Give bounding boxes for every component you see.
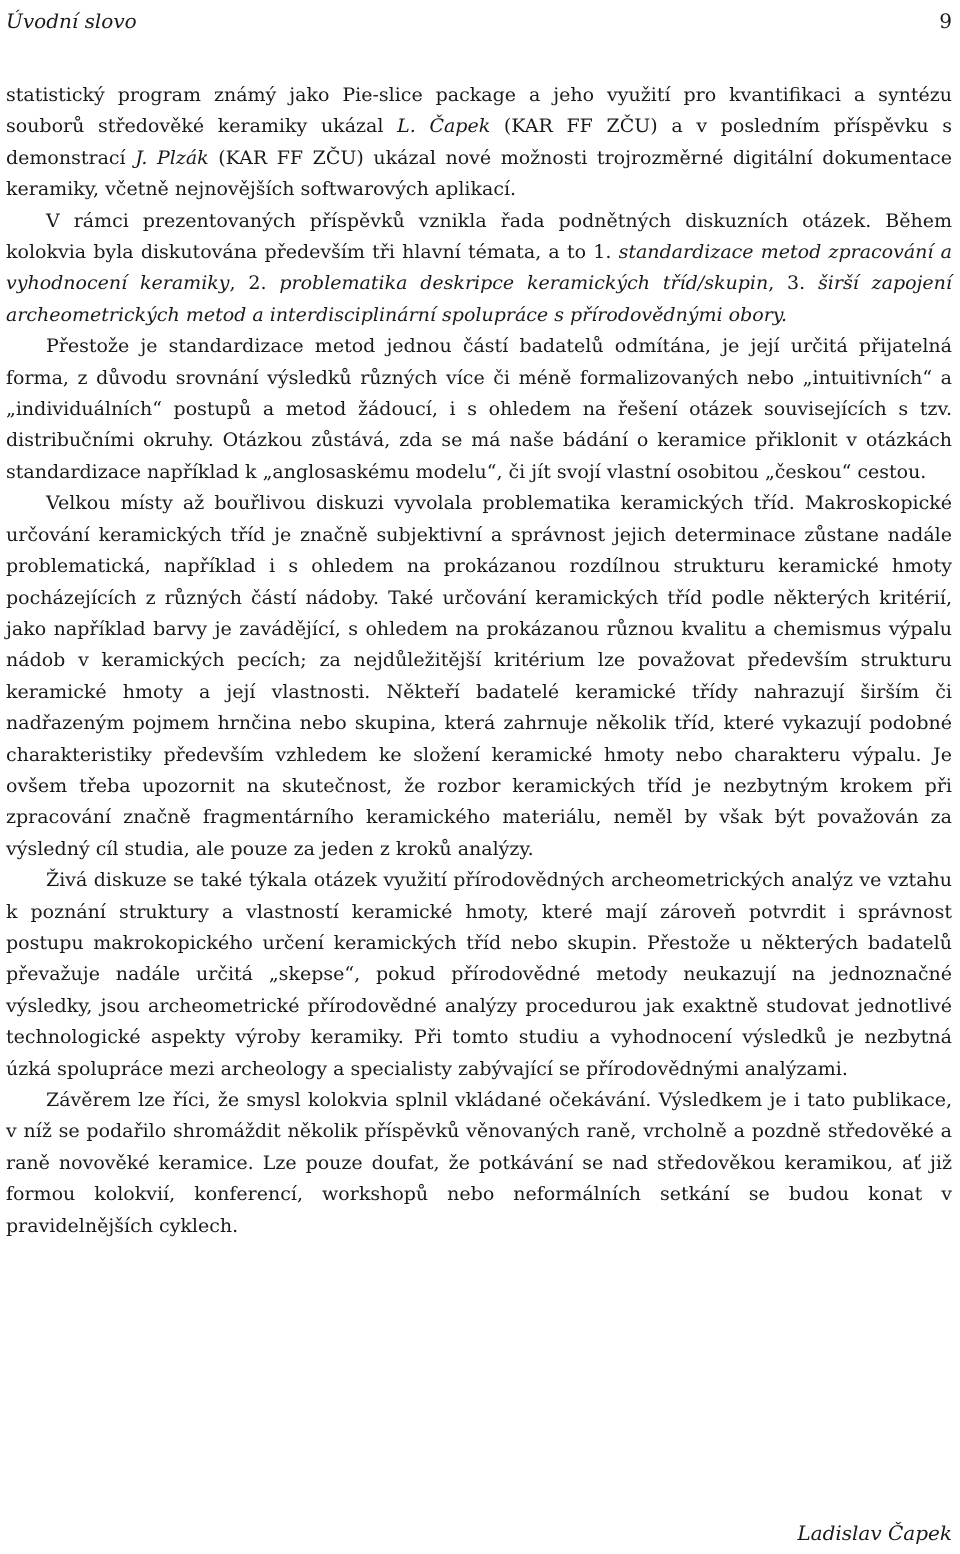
paragraph-1 — [6, 80, 952, 206]
running-head — [6, 6, 952, 36]
paragraph-3 — [6, 331, 952, 488]
text-segment: , 3. — [768, 272, 819, 295]
text-segment: Živá diskuze se také týkala otázek využití přírodovědných archeometrických analýz ve vztahu k poznání struktury a vlastností keramické hmoty, které mají zároveň potvrdit i správnost postupu makrokopického určení keramických tříd nebo skupin. Přestože u některých badatelů převažuje nadále určitá „skepse“, pokud přírodovědné metody neukazují na jednoznačné výsledky, jsou archeometrické přírodovědné analýzy procedurou jak exaktně studovat jednotlivé technologické aspekty výroby keramiky. Při tomto studiu a vyhodnocení výsledků je nezbytná úzká spolupráce mezi archeology a specialisty zabývající se přírodovědnými analýzami. — [6, 869, 952, 1080]
body-text — [6, 80, 952, 1242]
section-title: Úvodní slovo — [6, 9, 137, 33]
paragraph-6 — [6, 1085, 952, 1242]
text-segment: (KAR FF ZČU) a v posledním příspěvku s demonstrací — [6, 115, 952, 169]
topic-1: standardizace metod zpracování a vyhodnocení keramiky — [6, 241, 953, 295]
topic-2: problematika deskripce keramických tříd/skupin — [279, 272, 769, 295]
topic-3: širší zapojení archeometrických metod a interdisciplinární spolupráce s přírodovědnými obory. — [6, 272, 952, 326]
paragraph-4 — [6, 488, 952, 865]
text-segment: Závěrem lze říci, že smysl kolokvia splnil vkládané očekávání. Výsledkem je i tato publikace, v níž se podařilo shromáždit několik příspěvků věnovaných raně, vrcholně a pozdně středověké a raně novověké keramice. Lze pouze doufat, že potkávání se nad středověkou keramikou, ať již formou kolokvií, konferencí, workshopů nebo neformálních setkání se budou konat v pravidelnějších cyklech. — [6, 1089, 952, 1237]
paragraph-2 — [6, 206, 952, 332]
author-name: L. Čapek — [397, 115, 491, 138]
text-segment: , 2. — [229, 272, 280, 295]
text-segment: Přestože je standardizace metod jednou částí badatelů odmítána, je její určitá přijatelná forma, z důvodu srovnání výsledků různých více či méně formalizovaných nebo „intuitivních“ a „individuálních“ postupů a metod žádoucí, i s ohledem na řešení otázek souvisejících s tzv. distribučními okruhy. Otázkou zůstává, zda se má naše bádání o keramice přiklonit v otázkách standardizace například k „anglosaskému modelu“, či jít svojí vlastní osobitou „českou“ cestou. — [6, 335, 952, 483]
text-segment: Velkou místy až bouřlivou diskuzi vyvolala problematika keramických tříd. Makroskopické určování keramických tříd je značně subjektivní a správnost jejich determinace zůstane nadále problematická, například i s ohledem na prokázanou rozdílnou strukturu keramické hmoty pocházejících z různých částí nádoby. Také určování keramických tříd podle některých kritérií, jako například barvy je zavádějící, s ohledem na prokázanou různou kvalitu a chemismus výpalu nádob v keramických pecích; za nejdůležitější kritérium lze považovat především strukturu keramické hmoty a její vlastnosti. Někteří badatelé keramické třídy nahrazují širším či nadřazeným pojmem hrnčina nebo skupina, která zahrnuje několik tříd, které vykazují podobné charakteristiky především vzhledem ke složení keramické hmoty nebo charakteru výpalu. Je ovšem třeba upozornit na skutečnost, že rozbor keramických tříd je nezbytným krokem při zpracování značně fragmentárního keramického materiálu, neměl by však být považován za výsledný cíl studia, ale pouze za jeden z kroků analýzy. — [6, 492, 952, 860]
author-signature: Ladislav Čapek — [797, 1521, 952, 1545]
author-name: J. Plzák — [135, 146, 209, 169]
text-segment: (KAR FF ZČU) ukázal nové možnosti trojrozměrné digitální dokumentace keramiky, včetně nejnovějších softwarových aplikací. — [6, 146, 953, 201]
text-segment: statistický program známý jako Pie-slice package a jeho využití pro kvantifikaci a syntézu souborů středověké keramiky ukázal — [6, 84, 952, 138]
page-number: 9 — [939, 9, 952, 33]
paragraph-5 — [6, 865, 952, 1085]
text-segment: V rámci prezentovaných příspěvků vznikla řada podnětných diskuzních otázek. Během kolokvia byla diskutována především tři hlavní témata, a to 1. — [6, 209, 952, 264]
